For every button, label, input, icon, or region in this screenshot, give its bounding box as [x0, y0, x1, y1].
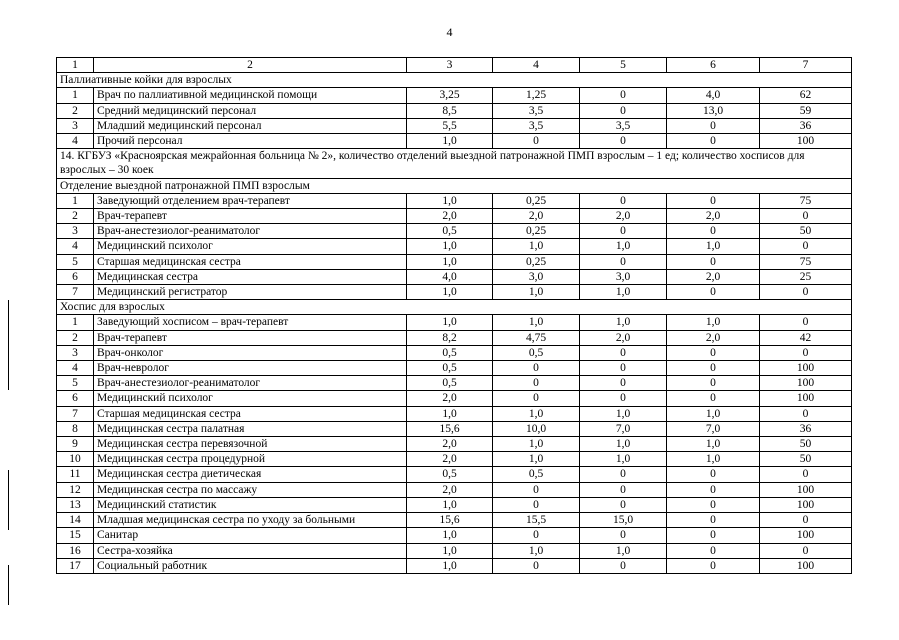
- row-number-cell: 13: [57, 497, 94, 512]
- table-row: [57, 134, 852, 149]
- value-cell: 0: [667, 391, 760, 406]
- row-number-cell: 6: [57, 269, 94, 284]
- scan-edge-mark: [8, 300, 9, 390]
- row-number-cell: 15: [57, 528, 94, 543]
- value-cell: 1,0: [493, 406, 580, 421]
- position-name-cell: Заведующий отделением врач-терапевт: [94, 193, 407, 208]
- value-cell: 0: [667, 134, 760, 149]
- value-cell: 13,0: [667, 103, 760, 118]
- row-number-cell: 10: [57, 452, 94, 467]
- value-cell: 0: [667, 513, 760, 528]
- value-cell: 3,5: [580, 118, 667, 133]
- table-row: [57, 315, 852, 330]
- value-cell: 1,0: [407, 543, 493, 558]
- row-number-cell: 16: [57, 543, 94, 558]
- table-row: [57, 452, 852, 467]
- value-cell: 1,0: [407, 193, 493, 208]
- table-row: [57, 345, 852, 360]
- value-cell: 0: [667, 482, 760, 497]
- value-cell: 0,25: [493, 193, 580, 208]
- table-row: [57, 528, 852, 543]
- value-cell: 0: [667, 467, 760, 482]
- value-cell: 0,25: [493, 224, 580, 239]
- value-cell: 2,0: [407, 482, 493, 497]
- table-row: [57, 482, 852, 497]
- section-title: Паллиативные койки для взрослых: [57, 73, 852, 88]
- table-row: [57, 285, 852, 300]
- page-number: 4: [446, 25, 453, 39]
- header-cell: 7: [760, 58, 852, 73]
- value-cell: 0: [493, 558, 580, 573]
- value-cell: 2,0: [667, 209, 760, 224]
- value-cell: 0: [667, 361, 760, 376]
- section-title: Отделение выездной патронажной ПМП взрослым: [57, 178, 852, 193]
- value-cell: 1,0: [580, 285, 667, 300]
- value-cell: 0: [760, 209, 852, 224]
- position-name-cell: Заведующий хосписом – врач-терапевт: [94, 315, 407, 330]
- value-cell: 62: [760, 88, 852, 103]
- table-row: [57, 193, 852, 208]
- value-cell: 1,0: [407, 406, 493, 421]
- value-cell: 0: [667, 118, 760, 133]
- value-cell: 0: [667, 497, 760, 512]
- table-row: [57, 376, 852, 391]
- value-cell: 100: [760, 361, 852, 376]
- value-cell: 3,25: [407, 88, 493, 103]
- value-cell: 25: [760, 269, 852, 284]
- value-cell: 1,0: [407, 285, 493, 300]
- section-row: [57, 178, 852, 193]
- value-cell: 1,0: [667, 437, 760, 452]
- header-cell: 2: [94, 58, 407, 73]
- value-cell: 5,5: [407, 118, 493, 133]
- value-cell: 15,6: [407, 513, 493, 528]
- value-cell: 100: [760, 528, 852, 543]
- section-row: [57, 149, 852, 178]
- position-name-cell: Старшая медицинская сестра: [94, 254, 407, 269]
- value-cell: 0: [760, 345, 852, 360]
- table-row: [57, 513, 852, 528]
- value-cell: 100: [760, 391, 852, 406]
- value-cell: 1,0: [580, 452, 667, 467]
- value-cell: 36: [760, 421, 852, 436]
- position-name-cell: Врач-терапевт: [94, 209, 407, 224]
- value-cell: 0: [580, 528, 667, 543]
- value-cell: 0: [580, 88, 667, 103]
- value-cell: 0,5: [407, 345, 493, 360]
- table-row: [57, 406, 852, 421]
- position-name-cell: Медицинский статистик: [94, 497, 407, 512]
- value-cell: 1,0: [493, 239, 580, 254]
- value-cell: 0: [760, 239, 852, 254]
- position-name-cell: Врач-невролог: [94, 361, 407, 376]
- value-cell: 0: [667, 285, 760, 300]
- value-cell: 0: [667, 224, 760, 239]
- row-number-cell: 17: [57, 558, 94, 573]
- value-cell: 2,0: [407, 452, 493, 467]
- value-cell: 100: [760, 376, 852, 391]
- value-cell: 50: [760, 437, 852, 452]
- position-name-cell: Медицинская сестра: [94, 269, 407, 284]
- table-row: [57, 209, 852, 224]
- row-number-cell: 7: [57, 285, 94, 300]
- value-cell: 10,0: [493, 421, 580, 436]
- value-cell: 0,5: [407, 467, 493, 482]
- value-cell: 7,0: [667, 421, 760, 436]
- position-name-cell: Сестра-хозяйка: [94, 543, 407, 558]
- table-row: [57, 254, 852, 269]
- row-number-cell: 14: [57, 513, 94, 528]
- row-number-cell: 4: [57, 134, 94, 149]
- value-cell: 3,5: [493, 103, 580, 118]
- table-row: [57, 330, 852, 345]
- value-cell: 0: [493, 134, 580, 149]
- header-row: [57, 58, 852, 73]
- value-cell: 0: [580, 361, 667, 376]
- value-cell: 75: [760, 193, 852, 208]
- value-cell: 100: [760, 482, 852, 497]
- value-cell: 0: [580, 134, 667, 149]
- row-number-cell: 8: [57, 421, 94, 436]
- row-number-cell: 6: [57, 391, 94, 406]
- table-row: [57, 421, 852, 436]
- value-cell: 0: [493, 391, 580, 406]
- table-row: [57, 118, 852, 133]
- value-cell: 8,5: [407, 103, 493, 118]
- row-number-cell: 2: [57, 330, 94, 345]
- value-cell: 1,0: [667, 452, 760, 467]
- position-name-cell: Врач-терапевт: [94, 330, 407, 345]
- value-cell: 0: [667, 376, 760, 391]
- position-name-cell: Средний медицинский персонал: [94, 103, 407, 118]
- row-number-cell: 2: [57, 209, 94, 224]
- value-cell: 0: [580, 497, 667, 512]
- value-cell: 50: [760, 224, 852, 239]
- value-cell: 1,0: [580, 239, 667, 254]
- value-cell: 1,0: [580, 437, 667, 452]
- value-cell: 1,0: [667, 406, 760, 421]
- value-cell: 36: [760, 118, 852, 133]
- value-cell: 1,0: [407, 315, 493, 330]
- value-cell: 0: [667, 345, 760, 360]
- table-row: [57, 224, 852, 239]
- value-cell: 0: [760, 406, 852, 421]
- row-number-cell: 2: [57, 103, 94, 118]
- value-cell: 0,5: [407, 376, 493, 391]
- value-cell: 0,5: [493, 467, 580, 482]
- table-row: [57, 361, 852, 376]
- value-cell: 100: [760, 134, 852, 149]
- table-row: [57, 239, 852, 254]
- value-cell: 15,0: [580, 513, 667, 528]
- table-row: [57, 103, 852, 118]
- value-cell: 0: [580, 376, 667, 391]
- value-cell: 1,0: [493, 315, 580, 330]
- value-cell: 1,0: [667, 239, 760, 254]
- value-cell: 0: [760, 513, 852, 528]
- position-name-cell: Врач по паллиативной медицинской помощи: [94, 88, 407, 103]
- value-cell: 0: [667, 528, 760, 543]
- value-cell: 0: [760, 285, 852, 300]
- value-cell: 0: [580, 467, 667, 482]
- row-number-cell: 7: [57, 406, 94, 421]
- position-name-cell: Старшая медицинская сестра: [94, 406, 407, 421]
- value-cell: 1,0: [493, 437, 580, 452]
- table-row: [57, 437, 852, 452]
- row-number-cell: 3: [57, 118, 94, 133]
- value-cell: 0,25: [493, 254, 580, 269]
- value-cell: 100: [760, 558, 852, 573]
- position-name-cell: Медицинская сестра диетическая: [94, 467, 407, 482]
- table-row: [57, 543, 852, 558]
- value-cell: 1,0: [580, 543, 667, 558]
- value-cell: 0: [493, 528, 580, 543]
- value-cell: 1,0: [407, 254, 493, 269]
- value-cell: 1,0: [407, 239, 493, 254]
- value-cell: 2,0: [667, 269, 760, 284]
- value-cell: 0: [760, 315, 852, 330]
- value-cell: 0: [580, 224, 667, 239]
- value-cell: 0: [667, 193, 760, 208]
- row-number-cell: 4: [57, 239, 94, 254]
- position-name-cell: Прочий персонал: [94, 134, 407, 149]
- value-cell: 1,0: [493, 285, 580, 300]
- value-cell: 0: [667, 254, 760, 269]
- value-cell: 2,0: [407, 209, 493, 224]
- value-cell: 8,2: [407, 330, 493, 345]
- value-cell: 15,5: [493, 513, 580, 528]
- position-name-cell: Врач-анестезиолог-реаниматолог: [94, 224, 407, 239]
- value-cell: 2,0: [407, 391, 493, 406]
- value-cell: 0: [760, 467, 852, 482]
- staffing-table: [56, 57, 852, 574]
- value-cell: 3,5: [493, 118, 580, 133]
- value-cell: 42: [760, 330, 852, 345]
- value-cell: 0: [580, 193, 667, 208]
- value-cell: 4,0: [667, 88, 760, 103]
- row-number-cell: 3: [57, 345, 94, 360]
- value-cell: 50: [760, 452, 852, 467]
- scan-edge-mark: [8, 470, 9, 530]
- position-name-cell: Медицинский психолог: [94, 391, 407, 406]
- header-cell: 5: [580, 58, 667, 73]
- row-number-cell: 9: [57, 437, 94, 452]
- value-cell: 7,0: [580, 421, 667, 436]
- value-cell: 1,0: [493, 452, 580, 467]
- value-cell: 1,0: [493, 543, 580, 558]
- header-cell: 6: [667, 58, 760, 73]
- value-cell: 3,0: [493, 269, 580, 284]
- value-cell: 15,6: [407, 421, 493, 436]
- value-cell: 2,0: [493, 209, 580, 224]
- position-name-cell: Медицинская сестра палатная: [94, 421, 407, 436]
- position-name-cell: Медицинский регистратор: [94, 285, 407, 300]
- position-name-cell: Медицинская сестра процедурной: [94, 452, 407, 467]
- value-cell: 3,0: [580, 269, 667, 284]
- row-number-cell: 5: [57, 254, 94, 269]
- value-cell: 1,0: [580, 315, 667, 330]
- value-cell: 1,25: [493, 88, 580, 103]
- value-cell: 1,0: [580, 406, 667, 421]
- header-cell: 4: [493, 58, 580, 73]
- value-cell: 0: [760, 543, 852, 558]
- position-name-cell: Санитар: [94, 528, 407, 543]
- value-cell: 1,0: [667, 315, 760, 330]
- value-cell: 1,0: [407, 528, 493, 543]
- position-name-cell: Медицинская сестра по массажу: [94, 482, 407, 497]
- value-cell: 0,5: [407, 361, 493, 376]
- value-cell: 0: [493, 497, 580, 512]
- header-cell: 1: [57, 58, 94, 73]
- table-row: [57, 467, 852, 482]
- value-cell: 0: [580, 482, 667, 497]
- value-cell: 0: [580, 391, 667, 406]
- table-row: [57, 558, 852, 573]
- section-row: [57, 300, 852, 315]
- value-cell: 2,0: [407, 437, 493, 452]
- row-number-cell: 4: [57, 361, 94, 376]
- table-row: [57, 269, 852, 284]
- value-cell: 0: [667, 558, 760, 573]
- value-cell: 1,0: [407, 134, 493, 149]
- value-cell: 100: [760, 497, 852, 512]
- position-name-cell: Младшая медицинская сестра по уходу за больными: [94, 513, 407, 528]
- value-cell: 4,75: [493, 330, 580, 345]
- value-cell: 0: [580, 103, 667, 118]
- value-cell: 0: [580, 558, 667, 573]
- value-cell: 0: [493, 361, 580, 376]
- header-cell: 3: [407, 58, 493, 73]
- value-cell: 0: [493, 376, 580, 391]
- row-number-cell: 5: [57, 376, 94, 391]
- section-title: Хоспис для взрослых: [57, 300, 852, 315]
- position-name-cell: Медицинская сестра перевязочной: [94, 437, 407, 452]
- row-number-cell: 12: [57, 482, 94, 497]
- value-cell: 2,0: [580, 330, 667, 345]
- row-number-cell: 1: [57, 88, 94, 103]
- value-cell: 0: [667, 543, 760, 558]
- value-cell: 0: [493, 482, 580, 497]
- position-name-cell: Младший медицинский персонал: [94, 118, 407, 133]
- value-cell: 2,0: [580, 209, 667, 224]
- value-cell: 4,0: [407, 269, 493, 284]
- value-cell: 2,0: [667, 330, 760, 345]
- table-row: [57, 497, 852, 512]
- row-number-cell: 1: [57, 315, 94, 330]
- row-number-cell: 3: [57, 224, 94, 239]
- section-row: [57, 73, 852, 88]
- position-name-cell: Социальный работник: [94, 558, 407, 573]
- value-cell: 75: [760, 254, 852, 269]
- position-name-cell: Медицинский психолог: [94, 239, 407, 254]
- value-cell: 0,5: [493, 345, 580, 360]
- scan-edge-mark: [8, 565, 9, 605]
- value-cell: 0: [580, 345, 667, 360]
- value-cell: 59: [760, 103, 852, 118]
- table-row: [57, 391, 852, 406]
- section-title: 14. КГБУЗ «Красноярская межрайонная больница № 2», количество отделений выездной патронажной ПМП взрослым – 1 ед; количество хосписов для взрослых – 30 коек: [57, 149, 852, 178]
- value-cell: 1,0: [407, 497, 493, 512]
- position-name-cell: Врач-анестезиолог-реаниматолог: [94, 376, 407, 391]
- value-cell: 0: [580, 254, 667, 269]
- position-name-cell: Врач-онколог: [94, 345, 407, 360]
- value-cell: 1,0: [407, 558, 493, 573]
- row-number-cell: 11: [57, 467, 94, 482]
- row-number-cell: 1: [57, 193, 94, 208]
- table-row: [57, 88, 852, 103]
- value-cell: 0,5: [407, 224, 493, 239]
